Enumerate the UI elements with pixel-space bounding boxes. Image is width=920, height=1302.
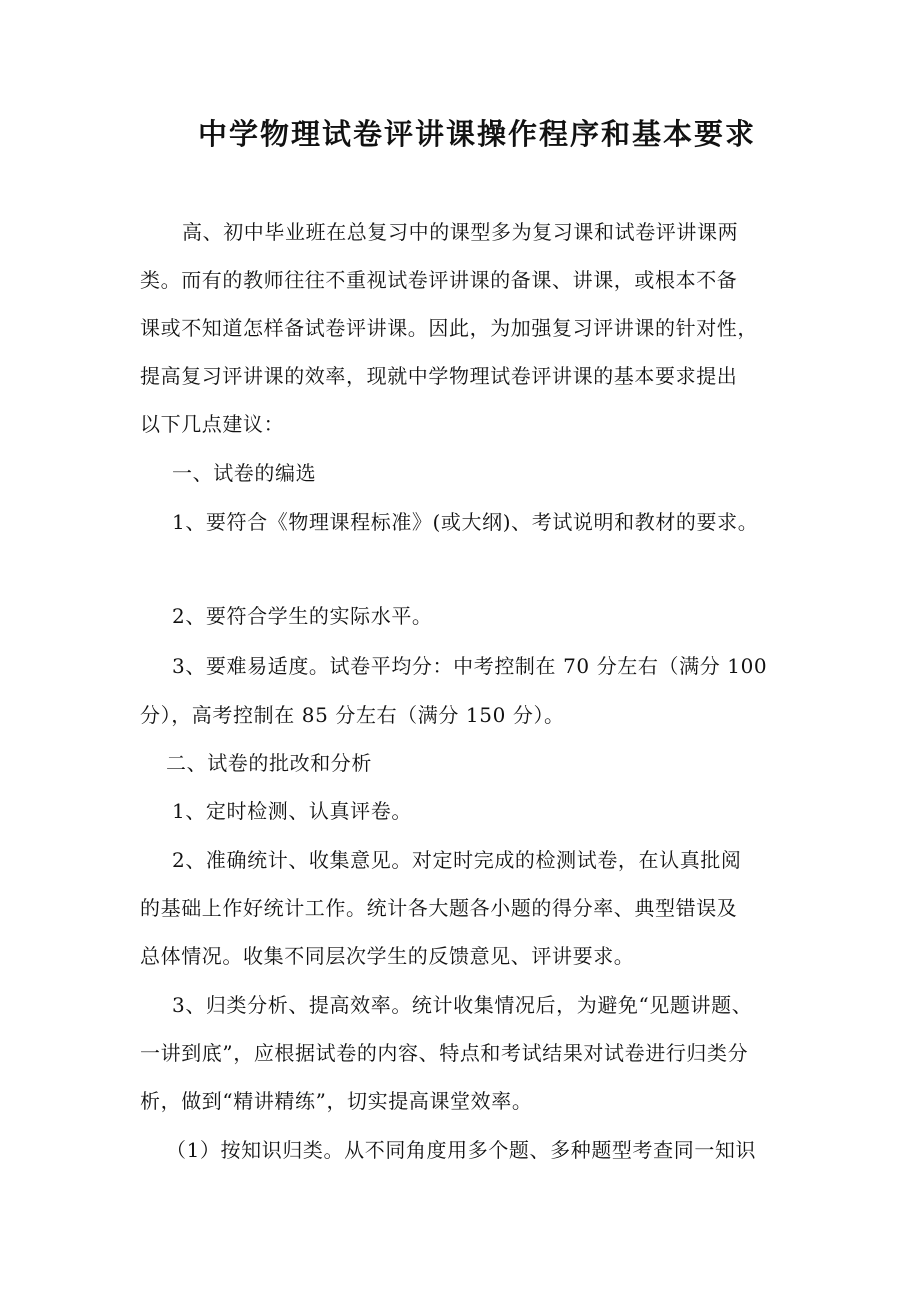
paragraph-line: 高、初中毕业班在总复习中的课型多为复习课和试卷评讲课两 bbox=[182, 220, 739, 244]
paragraph-line: 的基础上作好统计工作。统计各大题各小题的得分率、典型错误及 bbox=[140, 896, 738, 920]
list-item: 1、定时检测、认真评卷。 bbox=[172, 799, 412, 823]
list-item: 3、归类分析、提高效率。统计收集情况后，为避免“见题讲题、 bbox=[172, 993, 753, 1017]
section-heading: 一、试卷的编选 bbox=[172, 461, 317, 485]
paragraph-line: 析，做到“精讲精练”，切实提高课堂效率。 bbox=[140, 1089, 533, 1113]
paragraph-line: 一讲到底”，应根据试卷的内容、特点和考试结果对试卷进行归类分 bbox=[140, 1041, 749, 1065]
paragraph-line: 提高复习评讲课的效率，现就中学物理试卷评讲课的基本要求提出 bbox=[140, 364, 738, 388]
list-item: （1）按知识归类。从不同角度用多个题、多种题型考查同一知识 bbox=[166, 1138, 757, 1162]
paragraph-line: 以下几点建议： bbox=[140, 412, 285, 436]
document-title: 中学物理试卷评讲课操作程序和基本要求 bbox=[197, 117, 756, 151]
paragraph-line: 分），高考控制在 85 分左右（满分 150 分）。 bbox=[140, 703, 565, 727]
list-item: 3、要难易适度。试卷平均分：中考控制在 70 分左右（满分 100 bbox=[172, 654, 768, 678]
paragraph-line: 总体情况。收集不同层次学生的反馈意见、评讲要求。 bbox=[140, 944, 635, 968]
list-item: 2、要符合学生的实际水平。 bbox=[172, 604, 433, 628]
list-item: 1、要符合《物理课程标准》(或大纲)、考试说明和教材的要求。 bbox=[172, 510, 759, 534]
paragraph-line: 课或不知道怎样备试卷评讲课。因此，为加强复习评讲课的针对性， bbox=[140, 316, 758, 340]
section-heading: 二、试卷的批改和分析 bbox=[166, 751, 372, 775]
list-item: 2、准确统计、收集意见。对定时完成的检测试卷，在认真批阅 bbox=[172, 848, 742, 872]
paragraph-line: 类。而有的教师往往不重视试卷评讲课的备课、讲课，或根本不备 bbox=[140, 268, 738, 292]
